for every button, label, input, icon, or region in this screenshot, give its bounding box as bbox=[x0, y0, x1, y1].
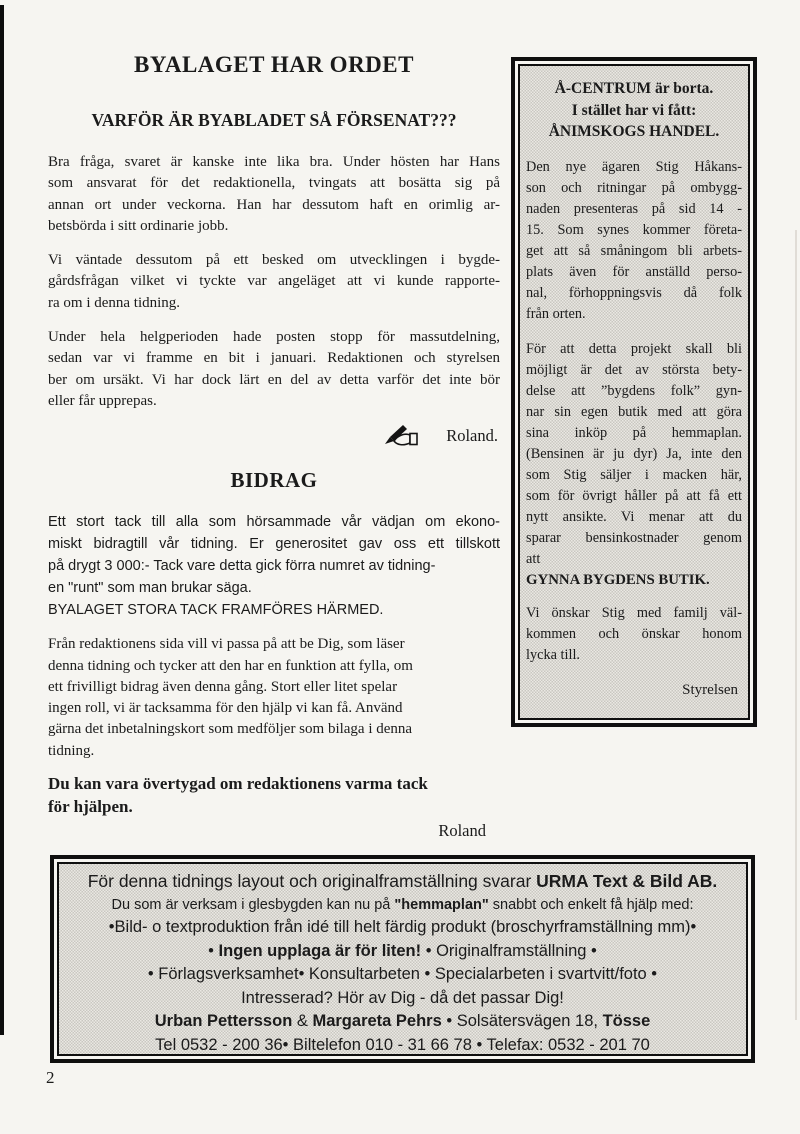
bidrag-heading: BIDRAG bbox=[230, 468, 318, 493]
ad-company-name: URMA Text & Bild AB. bbox=[536, 871, 718, 891]
ad-line-4-text: • Originalframställning • bbox=[421, 941, 597, 960]
ad-line-2-bold: "hemmaplan" bbox=[394, 897, 489, 913]
ad-address: • Solsätersvägen 18, bbox=[441, 1012, 603, 1030]
notice-header: Å-CENTRUM är borta. I stället har vi fått: ÅNIMSKOGS HANDEL. bbox=[548, 80, 720, 140]
ad-line-2-text-a: Du som är verksam i glesbygden kan nu på bbox=[111, 897, 395, 913]
closing-statement: Du kan vara övertygad om redaktionens varma tack för hjälpen. bbox=[48, 774, 428, 817]
ad-line-1 bbox=[67, 868, 738, 894]
signature-styrelsen: Styrelsen bbox=[682, 681, 738, 698]
ad-line-1-text: För denna tidnings layout och originalframställning svarar bbox=[87, 871, 537, 891]
notice-box bbox=[511, 57, 757, 727]
ad-person-1: Urban Pettersson bbox=[154, 1012, 293, 1030]
ad-line-7 bbox=[67, 1010, 738, 1034]
signature-row bbox=[48, 422, 500, 450]
ad-line-2 bbox=[67, 894, 738, 916]
signature-roland-2: Roland bbox=[438, 821, 486, 841]
scan-edge-artifact bbox=[0, 5, 4, 1035]
ad-town: Tösse bbox=[602, 1012, 651, 1030]
bidrag-paragraph-1-tail: en "runt" som man brukar säga. BYALAGET STORA TACK FRAMFÖRES HÄRMED. bbox=[48, 580, 384, 619]
ad-line-6: Intresserad? Hör av Dig - då det passar Dig! bbox=[241, 988, 564, 1007]
article-title: BYALAGET HAR ORDET bbox=[134, 52, 414, 77]
notice-paragraph-1: Den nye ägaren Stig Håkans- son och ritningar på ombygg- naden presenteras på sid 14 - 15. Som synes kommer företa- get att så småningom bli arbets- plats även för anställd perso- nal, förhoppningsvis då folk från orten. bbox=[526, 158, 742, 322]
ad-line-8-phones: Tel 0532 - 200 36• Biltelefon 010 - 31 66 78 • Telefax: 0532 - 201 70 bbox=[155, 1035, 650, 1054]
page-number: 2 bbox=[46, 1068, 55, 1087]
ad-line-4 bbox=[67, 940, 738, 964]
ad-line-5: • Förlagsverksamhet• Konsultarbeten • Specialarbeten i svartvitt/foto • bbox=[147, 965, 658, 983]
notice-box-inner bbox=[518, 64, 750, 720]
writing-hand-icon bbox=[384, 424, 420, 448]
ad-line-7-amp: & bbox=[292, 1012, 313, 1030]
article-paragraph-2: Vi väntade dessutom på ett besked om utvecklingen i bygde- gårdsfrågan vilket vi tyckte var angeläget att vi kunde rapporte- ra om i denna tidning. bbox=[48, 252, 500, 311]
notice-bold-line: GYNNA BYGDENS BUTIK. bbox=[526, 571, 710, 588]
ad-line-3: •Bild- o textproduktion från idé till helt färdig produkt (broschyrframställning mm)• bbox=[108, 918, 697, 936]
notice-paragraph-2: För att detta projekt skall bli möjligt är det av största bety- delse att ”bygdens folk” gyn- nar sin egen butik med att göra sina inköp på hemmaplan. (Bensinen är ju dyr) Ja, inte den som Stig säljer i macken här, som för övrigt håller på att få ett nytt ansikte. Vi menar att du sparar bensinkostnader genom att bbox=[526, 340, 742, 567]
ad-person-2: Margareta Pehrs bbox=[312, 1012, 442, 1030]
ad-line-4-bullet: • bbox=[208, 941, 219, 960]
ad-box bbox=[50, 855, 755, 1063]
signature-roland-1: Roland. bbox=[446, 426, 498, 446]
article-subtitle: VARFÖR ÄR BYABLADET SÅ FÖRSENAT??? bbox=[91, 110, 457, 130]
article-paragraph-1: Bra fråga, svaret är kanske inte lika bra. Under hösten har Hans som ansvarat för det redaktionella, tvingats att bosätta sig på annan ort under veckorna. Han har dessutom haft en orimlig ar- betsbörda i sitt ordinarie jobb. bbox=[48, 154, 500, 234]
article-paragraph-3: Under hela helgperioden hade posten stopp för massutdelning, sedan var vi framme en bit i januari. Redaktionen och styrelsen ber om ursäkt. Vi har dock lärt en del av detta varför det inte bör eller får upprepas. bbox=[48, 329, 500, 409]
ad-line-4-bold: Ingen upplaga är för liten! bbox=[218, 941, 422, 960]
bidrag-paragraph-1: Ett stort tack till alla som hörsammade vår vädjan om ekono- miskt bidragtill vår tidning. Er generositet gav oss ett tillskott på drygt 3 000:- Tack vare detta gick förra numret av tidning- bbox=[48, 514, 500, 575]
main-article-column bbox=[48, 50, 500, 842]
scan-fold-line bbox=[795, 230, 797, 1020]
ad-box-inner bbox=[57, 862, 748, 1056]
notice-paragraph-3: Vi önskar Stig med familj väl- kommen och önskar honom lycka till. bbox=[526, 604, 742, 663]
bidrag-paragraph-2: Från redaktionens sida vill vi passa på att be Dig, som läser denna tidning och tycker att den har en funktion att fylla, om ett frivilligt bidrag även denna gång. Stort eller litet spelar ingen roll, vi är tacksamma för den hjälp vi kan få. Använd gärna det inbetalningskort som medföljer som bilaga i denna tidning. bbox=[48, 636, 413, 759]
ad-line-2-text-b: snabbt och enkelt få hjälp med: bbox=[488, 897, 694, 913]
